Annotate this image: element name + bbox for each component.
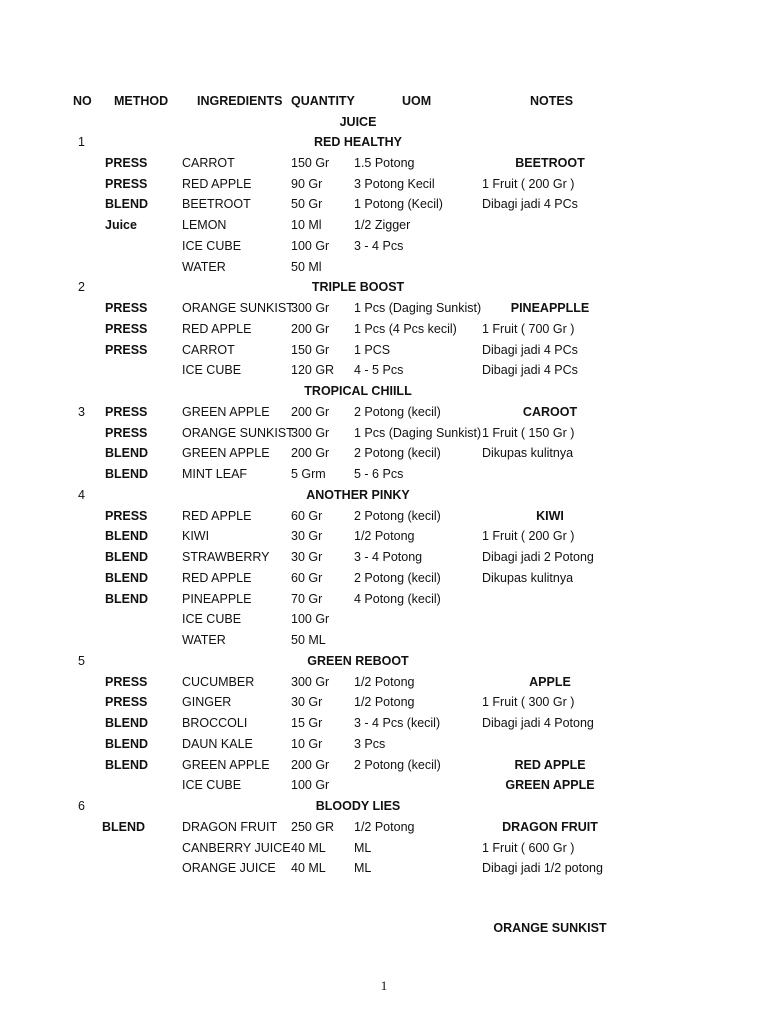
recipe-name: GREEN REBOOT [307, 653, 409, 668]
method-cell: BLEND [105, 591, 149, 606]
recipe-title-row [0, 485, 768, 505]
method-cell: PRESS [105, 176, 148, 191]
note-cell: Dikupas kulitnya [482, 446, 574, 461]
extra-note-title: ORANGE SUNKIST [493, 921, 607, 935]
uom-cell: 3 Potong Kecil [354, 176, 435, 191]
header-no: NO [73, 94, 92, 108]
note-cell: Dibagi jadi 4 Potong [482, 716, 594, 730]
table-row [0, 609, 768, 629]
header-method: METHOD [114, 94, 169, 108]
recipe-title-row [0, 796, 768, 816]
table-row [0, 672, 768, 692]
quantity-cell: 30 Gr [291, 529, 323, 544]
uom-cell: ML [354, 840, 372, 855]
uom-cell: 1 PCS [354, 342, 391, 357]
table-row [0, 713, 768, 733]
ingredient-cell: BROCCOLI [182, 716, 248, 730]
note-cell: Dibagi jadi 4 PCs [482, 342, 578, 357]
recipe-name: BLOODY LIES [315, 799, 401, 813]
ingredient-cell: PINEAPPLE [182, 591, 252, 606]
quantity-cell: 50 ML [291, 633, 326, 647]
quantity-cell: 250 GR [291, 819, 335, 834]
ingredient-cell: ICE CUBE [182, 238, 242, 253]
note-cell: 1 Fruit ( 700 Gr ) [482, 321, 575, 336]
table-row [0, 360, 768, 380]
method-cell: BLEND [105, 757, 149, 772]
table-row [0, 547, 768, 567]
quantity-cell: 40 ML [291, 840, 326, 855]
table-row [0, 630, 768, 650]
table-row [0, 775, 768, 795]
ingredient-cell: LEMON [182, 218, 227, 232]
ingredient-cell: ICE CUBE [182, 778, 242, 793]
quantity-cell: 60 Gr [291, 508, 323, 523]
method-cell: BLEND [105, 467, 149, 481]
method-cell: BLEND [105, 570, 149, 585]
quantity-cell: 120 GR [291, 363, 335, 378]
ingredient-cell: GINGER [182, 695, 232, 710]
quantity-cell: 30 Gr [291, 550, 323, 564]
quantity-cell: 10 Ml [291, 218, 322, 232]
table-row [0, 443, 768, 463]
uom-cell: 1/2 Potong [354, 529, 415, 544]
uom-cell: 1/2 Zigger [354, 218, 411, 232]
ingredient-cell: ICE CUBE [182, 612, 242, 627]
recipe-number: 3 [78, 404, 85, 419]
note-title: APPLE [529, 674, 571, 689]
table-row [0, 174, 768, 194]
method-cell: BLEND [105, 197, 149, 212]
note-cell: Dibagi jadi 1/2 potong [482, 861, 603, 876]
method-cell: BLEND [105, 550, 149, 564]
uom-cell: 4 Potong (kecil) [354, 591, 441, 606]
quantity-cell: 100 Gr [291, 238, 330, 253]
method-cell: PRESS [105, 404, 148, 419]
note-cell: 1 Fruit ( 300 Gr ) [482, 695, 575, 710]
ingredient-cell: CARROT [182, 155, 235, 170]
recipe-title-row [0, 132, 768, 152]
uom-cell: 3 - 4 Pcs (kecil) [354, 716, 441, 730]
uom-cell: 3 - 4 Potong [354, 550, 423, 564]
ingredient-cell: DAUN KALE [182, 736, 253, 751]
uom-cell: 3 Pcs [354, 736, 386, 751]
note-cell: 1 Fruit ( 150 Gr ) [482, 425, 575, 440]
uom-cell: 1 Pcs (Daging Sunkist) [354, 301, 482, 315]
quantity-cell: 10 Gr [291, 736, 323, 751]
quantity-cell: 200 Gr [291, 446, 330, 461]
uom-cell: 1.5 Potong [354, 155, 415, 170]
uom-cell: 1 Potong (Kecil) [354, 197, 443, 212]
ingredient-cell: KIWI [182, 529, 210, 544]
ingredient-cell: RED APPLE [182, 176, 252, 191]
method-cell: PRESS [105, 321, 148, 336]
ingredient-cell: DRAGON FRUIT [182, 819, 278, 834]
recipe-name: ANOTHER PINKY [306, 487, 410, 502]
recipe-number: 5 [78, 653, 85, 668]
table-row [0, 568, 768, 588]
quantity-cell: 150 Gr [291, 155, 330, 170]
uom-cell: 1/2 Potong [354, 695, 415, 710]
note-title: CAROOT [522, 404, 578, 419]
table-row [0, 194, 768, 214]
recipe-name: RED HEALTHY [314, 135, 402, 149]
header-quantity: QUANTITY [291, 94, 355, 108]
uom-cell: 4 - 5 Pcs [354, 363, 404, 378]
note-cell: 1 Fruit ( 200 Gr ) [482, 176, 575, 191]
note-cell: Dibagi jadi 4 PCs [482, 197, 578, 212]
quantity-cell: 300 Gr [291, 674, 330, 689]
table-row [0, 423, 768, 443]
recipe-name: TRIPLE BOOST [311, 280, 405, 295]
quantity-cell: 300 Gr [291, 425, 330, 440]
quantity-cell: 50 Ml [291, 259, 322, 274]
extra-note-row [0, 918, 768, 938]
quantity-cell: 40 ML [291, 861, 326, 876]
ingredient-cell: CUCUMBER [182, 674, 255, 689]
uom-cell: 2 Potong (kecil) [354, 570, 441, 585]
table-row [0, 734, 768, 754]
table-row [0, 215, 768, 235]
recipe-number: 4 [78, 487, 85, 502]
ingredient-cell: GREEN APPLE [182, 757, 270, 772]
ingredient-cell: MINT LEAF [182, 467, 248, 481]
uom-cell: 1 Pcs (4 Pcs kecil) [354, 321, 457, 336]
method-cell: Juice [105, 218, 137, 232]
table-header [0, 91, 768, 111]
section-title: JUICE [339, 115, 377, 129]
table-row [0, 755, 768, 775]
note-cell: Dibagi jadi 4 PCs [482, 363, 578, 378]
ingredient-cell: CARROT [182, 342, 235, 357]
method-cell: BLEND [105, 446, 149, 461]
ingredient-cell: BEETROOT [182, 197, 251, 212]
recipe-number: 6 [78, 799, 85, 813]
uom-cell: 2 Potong (kecil) [354, 508, 441, 523]
table-row [0, 692, 768, 712]
quantity-cell: 30 Gr [291, 695, 323, 710]
uom-cell: 1 Pcs (Daging Sunkist) [354, 425, 482, 440]
method-cell: PRESS [105, 425, 148, 440]
table-row [0, 153, 768, 173]
method-cell: PRESS [105, 301, 148, 315]
note-title: DRAGON FRUIT [502, 819, 598, 834]
ingredient-cell: RED APPLE [182, 570, 252, 585]
quantity-cell: 15 Gr [291, 716, 323, 730]
quantity-cell: 60 Gr [291, 570, 323, 585]
method-cell: BLEND [105, 716, 149, 730]
quantity-cell: 200 Gr [291, 404, 330, 419]
note-title: BEETROOT [515, 155, 585, 170]
ingredient-cell: ICE CUBE [182, 363, 242, 378]
ingredient-cell: ORANGE JUICE [182, 861, 276, 876]
note-title: PINEAPPLLE [510, 301, 590, 315]
uom-cell: 2 Potong (kecil) [354, 757, 441, 772]
recipe-name: TROPICAL CHIILL [304, 384, 412, 398]
method-cell: PRESS [105, 695, 148, 710]
quantity-cell: 150 Gr [291, 342, 330, 357]
recipe-number: 1 [78, 135, 85, 149]
quantity-cell: 100 Gr [291, 612, 330, 627]
table-row [0, 236, 768, 256]
table-row [0, 526, 768, 546]
table-row [0, 298, 768, 318]
quantity-cell: 200 Gr [291, 757, 330, 772]
recipe-title-row [0, 277, 768, 297]
ingredient-cell: RED APPLE [182, 508, 252, 523]
table-row [0, 257, 768, 277]
method-cell: BLEND [102, 819, 146, 834]
method-cell: BLEND [105, 736, 149, 751]
table-row [0, 340, 768, 360]
quantity-cell: 50 Gr [291, 197, 323, 212]
method-cell: BLEND [105, 529, 149, 544]
ingredient-cell: CANBERRY JUICE [182, 840, 291, 855]
table-row [0, 506, 768, 526]
ingredient-cell: RED APPLE [182, 321, 252, 336]
ingredient-cell: STRAWBERRY [182, 550, 270, 564]
table-row [0, 858, 768, 878]
recipe-title-row [0, 381, 768, 401]
uom-cell: 3 - 4 Pcs [354, 238, 404, 253]
ingredient-cell: GREEN APPLE [182, 404, 270, 419]
ingredient-cell: GREEN APPLE [182, 446, 270, 461]
header-ingredients: INGREDIENTS [197, 94, 283, 108]
quantity-cell: 300 Gr [291, 301, 330, 315]
header-notes: NOTES [530, 94, 574, 108]
method-cell: PRESS [105, 674, 148, 689]
table-row [0, 589, 768, 609]
ingredient-cell: WATER [182, 633, 226, 647]
note-title: GREEN APPLE [505, 778, 595, 793]
quantity-cell: 100 Gr [291, 778, 330, 793]
method-cell: PRESS [105, 342, 148, 357]
table-row [0, 319, 768, 339]
uom-cell: ML [354, 861, 372, 876]
note-cell: Dikupas kulitnya [482, 570, 574, 585]
note-cell: 1 Fruit ( 600 Gr ) [482, 840, 575, 855]
quantity-cell: 200 Gr [291, 321, 330, 336]
header-uom: UOM [402, 94, 432, 108]
note-title: KIWI [536, 508, 564, 523]
quantity-cell: 70 Gr [291, 591, 323, 606]
section-row [0, 112, 768, 132]
ingredient-cell: ORANGE SUNKIST [182, 425, 294, 440]
uom-cell: 1/2 Potong [354, 674, 415, 689]
page-number: 1 [380, 978, 388, 993]
method-cell: PRESS [105, 155, 148, 170]
note-cell: 1 Fruit ( 200 Gr ) [482, 529, 575, 544]
recipe-title-row [0, 651, 768, 671]
method-cell: PRESS [105, 508, 148, 523]
recipe-number: 2 [78, 280, 85, 295]
quantity-cell: 5 Grm [291, 467, 326, 481]
ingredient-cell: WATER [182, 259, 226, 274]
table-row [0, 817, 768, 837]
note-title: RED APPLE [514, 757, 586, 772]
uom-cell: 5 - 6 Pcs [354, 467, 404, 481]
table-row [0, 464, 768, 484]
quantity-cell: 90 Gr [291, 176, 323, 191]
uom-cell: 2 Potong (kecil) [354, 446, 441, 461]
ingredient-cell: ORANGE SUNKIST [182, 301, 294, 315]
table-row [0, 402, 768, 422]
uom-cell: 1/2 Potong [354, 819, 415, 834]
uom-cell: 2 Potong (kecil) [354, 404, 441, 419]
note-cell: Dibagi jadi 2 Potong [482, 550, 594, 564]
table-row [0, 838, 768, 858]
